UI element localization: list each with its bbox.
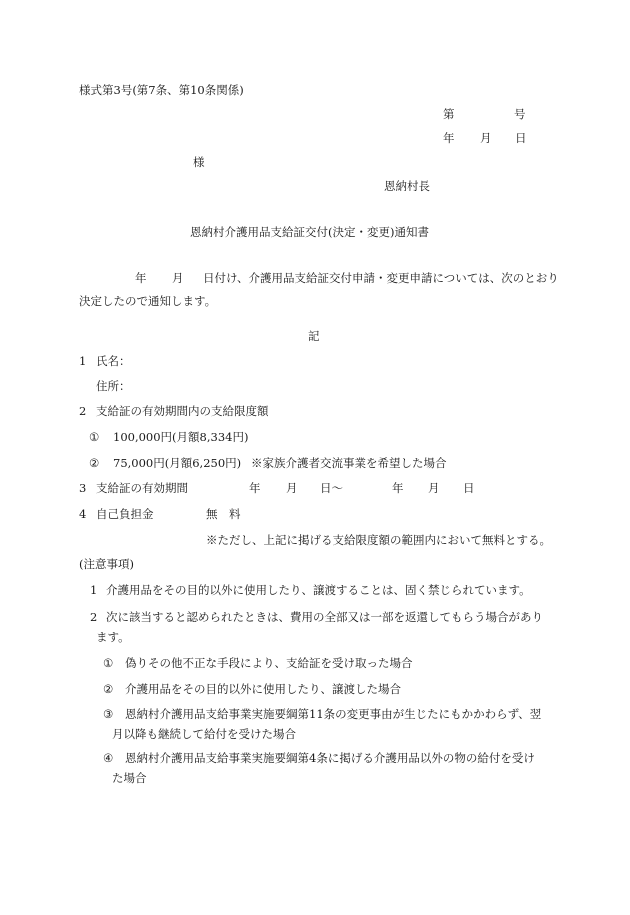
note1-text: 介護用品をその目的以外に使用したり、譲渡することは、固く禁じられています。 (106, 583, 531, 597)
item3-number: 3 (79, 481, 87, 495)
option2-note: ※家族介護者交流事業を希望した場合 (251, 456, 447, 470)
issuer: 恩納村長 (384, 179, 430, 193)
option1-text: 100,000円(月額8,334円) (113, 430, 249, 444)
subitem4-line1: 恩納村介護用品支給事業実施要綱第4条に掲げる介護用品以外の物の給付を受け (125, 751, 535, 765)
date-day-label: 日 (515, 131, 527, 145)
date-month-label: 月 (480, 131, 492, 145)
item2-heading: 支給証の有効期間内の支給限度額 (96, 404, 269, 418)
intro-line2: 決定したので通知します。 (79, 294, 217, 308)
number-prefix: 第 (443, 107, 455, 121)
period-to-month: 月 (428, 481, 440, 495)
subitem4-line2: た場合 (112, 771, 147, 785)
note2-number: 2 (90, 610, 98, 624)
period-from-year: 年 (249, 481, 261, 495)
period-to-day: 日 (463, 481, 475, 495)
note1-number: 1 (90, 583, 98, 597)
note2-line1: 次に該当すると認められたときは、費用の全部又は一部を返還してもらう場合があり (106, 610, 543, 624)
notes-heading: (注意事項) (79, 557, 134, 571)
document-title: 恩納村介護用品支給証交付(決定・変更)通知書 (190, 225, 429, 239)
ki-heading: 記 (308, 329, 320, 343)
item3-heading: 支給証の有効期間 (96, 481, 188, 495)
address-label: 住所： (96, 379, 131, 393)
subitem1-marker: ① (103, 656, 114, 670)
subitem1-line1: 偽りその他不正な手段により、支給証を受け取った場合 (125, 656, 413, 670)
item4-heading: 自己負担金 (96, 507, 154, 521)
subitem3-marker: ③ (103, 707, 114, 721)
period-from-month: 月 (286, 481, 298, 495)
date-year-label: 年 (443, 131, 455, 145)
option1-marker: ① (89, 430, 100, 444)
item4-number: 4 (79, 507, 87, 521)
subitem2-line1: 介護用品をその目的以外に使用したり、譲渡した場合 (125, 682, 401, 696)
option2-text: 75,000円(月額6,250円) (113, 456, 242, 470)
number-suffix: 号 (514, 107, 526, 121)
note2-line2: ます。 (96, 630, 130, 644)
self-pay-value: 無 料 (206, 507, 241, 521)
intro-line1: 日付け、介護用品支給証交付申請・変更申請については、次のとおり (203, 271, 559, 285)
addressee-suffix: 様 (193, 155, 205, 169)
period-from-day: 日～ (320, 481, 343, 495)
period-to-year: 年 (392, 481, 404, 495)
intro-year-label: 年 (135, 271, 147, 285)
item1-number: 1 (79, 354, 87, 368)
option2-marker: ② (89, 456, 100, 470)
self-pay-note: ※ただし、上記に掲げる支給限度額の範囲内において無料とする。 (206, 533, 551, 547)
item2-number: 2 (79, 404, 87, 418)
subitem4-marker: ④ (103, 751, 114, 765)
subitem3-line1: 恩納村介護用品支給事業実施要綱第11条の変更事由が生じたにもかかわらず、翌 (125, 707, 542, 721)
form-label: 様式第3号(第7条、第10条関係) (79, 83, 244, 97)
subitem3-line2: 月以降も継続して給付を受けた場合 (112, 727, 296, 741)
name-label: 氏名： (96, 354, 131, 368)
intro-month-label: 月 (172, 271, 184, 285)
subitem2-marker: ② (103, 682, 114, 696)
